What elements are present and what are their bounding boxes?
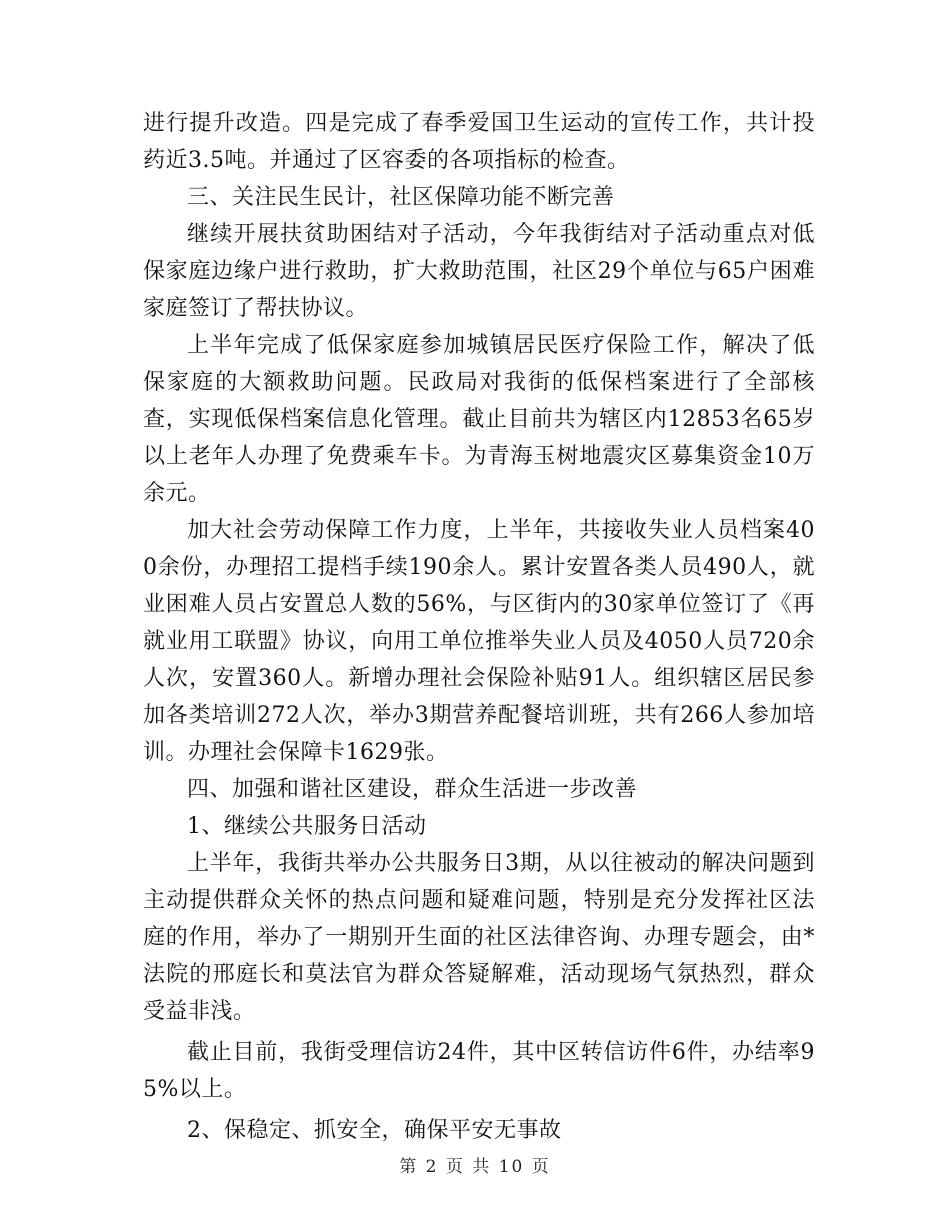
section-heading-4: 四、加强和谐社区建设，群众生活进一步改善 <box>187 777 638 802</box>
paragraph-2: 继续开展扶贫助困结对子活动，今年我街结对子活动重点对低保家庭边缘户进行救助，扩大救助范围，社区29个单位与65户困难家庭签订了帮扶协议。 <box>143 222 815 321</box>
document-body <box>143 105 815 1149</box>
paragraph-1: 进行提升改造。四是完成了春季爱国卫生运动的宣传工作，共计投药近3.5吨。并通过了区容委的各项指标的检查。 <box>143 111 815 173</box>
paragraph-5: 上半年，我街共举办公共服务日3期，从以往被动的解决问题到主动提供群众关怀的热点问题和疑难问题，特别是充分发挥社区法庭的作用，举办了一期别开生面的社区法律咨询、办理专题会，由*法院的邢庭长和莫法官为群众答疑解难，活动现场气氛热烈，群众受益非浅。 <box>143 851 815 1024</box>
paragraph-4: 加大社会劳动保障工作力度，上半年，共接收失业人员档案400余份，办理招工提档手续190余人。累计安置各类人员490人，就业困难人员占安置总人数的56%，与区街内的30家单位签订了《再就业用工联盟》协议，向用工单位推举失业人员及4050人员720余人次，安置360人。新增办理社会保险补贴91人。组织辖区居民参加各类培训272人次，举办3期营养配餐培训班，共有266人参加培训。办理社会保障卡1629张。 <box>143 518 815 765</box>
paragraph-3: 上半年完成了低保家庭参加城镇居民医疗保险工作，解决了低保家庭的大额救助问题。民政局对我街的低保档案进行了全部核查，实现低保档案信息化管理。截止目前共为辖区内12853名65岁以上老年人办理了免费乘车卡。为青海玉树地震灾区募集资金10万余元。 <box>143 333 815 506</box>
subheading-2: 2、保稳定、抓安全，确保平安无事故 <box>187 1118 562 1143</box>
subheading-1: 1、继续公共服务日活动 <box>187 814 427 839</box>
section-heading-3: 三、关注民生民计，社区保障功能不断完善 <box>187 185 615 210</box>
page-number-footer <box>0 1152 950 1177</box>
page-number-label: 第 2 页 共 10 页 <box>399 1157 551 1177</box>
paragraph-6: 截止目前，我街受理信访24件，其中区转信访件6件，办结率95%以上。 <box>143 1040 815 1102</box>
